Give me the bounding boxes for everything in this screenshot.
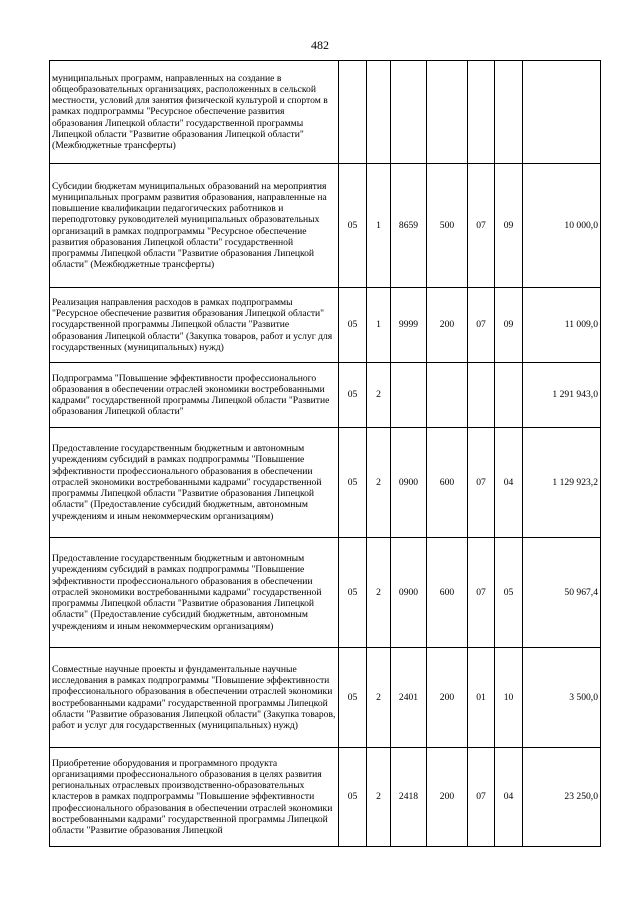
- code-cell: 05: [339, 538, 367, 648]
- amount-cell: 1 291 943,0: [523, 363, 601, 428]
- description-cell: Реализация направления расходов в рамках подпрограммы "Ресурсное обеспечение развития образования Липецкой области" государственной программы Липецкой области "Развитие образования Липецкой области" (Закупка товаров, работ и услуг для государственных (муниципальных) нужд): [50, 288, 339, 363]
- expense-type-cell: 500: [427, 164, 468, 288]
- description-cell: Предоставление государственным бюджетным и автономным учреждениям субсидий в рамках подпрограммы "Повышение эффективности профессионального образования в обеспечении отраслей экономики востребованными кадрами" государственной программы Липецкой области "Развитие образования Липецкой области" (Предоставление субсидий бюджетным, автономным учреждениям и иным некоммерческим организациям): [50, 428, 339, 538]
- table-row: [50, 61, 601, 164]
- target-item-cell: 9999: [391, 288, 427, 363]
- section-cell: [468, 363, 495, 428]
- expense-type-cell: [427, 363, 468, 428]
- subprogram-cell: 2: [367, 538, 391, 648]
- table-row: [50, 428, 601, 538]
- amount-cell: [523, 61, 601, 164]
- description-cell: Субсидии бюджетам муниципальных образований на мероприятия муниципальных программ развития образования, направленные на повышение квалификации педагогических работников и переподготовку руководителей муниципальных образовательных организаций в рамках подпрограммы "Ресурсное обеспечение развития образования Липецкой области" государственной программы Липецкой области "Развитие образования Липецкой области" (Межбюджетные трансферты): [50, 164, 339, 288]
- amount-cell: 1 129 923,2: [523, 428, 601, 538]
- subsection-cell: 04: [495, 748, 523, 847]
- table-row: [50, 748, 601, 847]
- code-cell: [339, 61, 367, 164]
- section-cell: [468, 61, 495, 164]
- amount-cell: 3 500,0: [523, 648, 601, 748]
- description-cell: Подпрограмма "Повышение эффективности профессионального образования в обеспечении отраслей экономики востребованными кадрами" государственной программы Липецкой области "Развитие образования Липецкой области": [50, 363, 339, 428]
- amount-cell: 10 000,0: [523, 164, 601, 288]
- amount-cell: 23 250,0: [523, 748, 601, 847]
- subsection-cell: 05: [495, 538, 523, 648]
- table-row: [50, 164, 601, 288]
- section-cell: 07: [468, 748, 495, 847]
- expense-type-cell: 600: [427, 538, 468, 648]
- page-number: 482: [311, 38, 329, 52]
- expense-type-cell: [427, 61, 468, 164]
- description-cell: муниципальных программ, направленных на создание в общеобразовательных организациях, расположенных в сельской местности, условий для занятия физической культурой и спортом в рамках подпрограммы "Ресурсное обеспечение развития образования Липецкой области" государственной программы Липецкой области "Развитие образования Липецкой области" (Межбюджетные трансферты): [50, 61, 339, 164]
- subprogram-cell: 1: [367, 288, 391, 363]
- table-row: [50, 363, 601, 428]
- subsection-cell: 04: [495, 428, 523, 538]
- subprogram-cell: [367, 61, 391, 164]
- subprogram-cell: 2: [367, 428, 391, 538]
- section-cell: 07: [468, 428, 495, 538]
- subsection-cell: [495, 363, 523, 428]
- target-item-cell: 0900: [391, 538, 427, 648]
- table-row: [50, 538, 601, 648]
- description-cell: Предоставление государственным бюджетным и автономным учреждениям субсидий в рамках подпрограммы "Повышение эффективности профессионального образования в обеспечении отраслей экономики востребованными кадрами" государственной программы Липецкой области "Развитие образования Липецкой области" (Предоставление субсидий бюджетным, автономным учреждениям и иным некоммерческим организациям): [50, 538, 339, 648]
- table-row: [50, 288, 601, 363]
- description-cell: Совместные научные проекты и фундаментальные научные исследования в рамках подпрограммы "Повышение эффективности профессионального образования в обеспечении отраслей экономики востребованными кадрами" государственной программы Липецкой области "Развитие образования Липецкой области" (Закупка товаров, работ и услуг для государственных (муниципальных) нужд): [50, 648, 339, 748]
- target-item-cell: 2401: [391, 648, 427, 748]
- section-cell: 07: [468, 164, 495, 288]
- subprogram-cell: 2: [367, 748, 391, 847]
- target-item-cell: 2418: [391, 748, 427, 847]
- target-item-cell: 0900: [391, 428, 427, 538]
- section-cell: 01: [468, 648, 495, 748]
- code-cell: 05: [339, 648, 367, 748]
- expense-type-cell: 200: [427, 648, 468, 748]
- expense-type-cell: 600: [427, 428, 468, 538]
- subprogram-cell: 1: [367, 164, 391, 288]
- section-cell: 07: [468, 538, 495, 648]
- subsection-cell: 09: [495, 164, 523, 288]
- target-item-cell: [391, 363, 427, 428]
- code-cell: 05: [339, 748, 367, 847]
- subsection-cell: 10: [495, 648, 523, 748]
- subsection-cell: [495, 61, 523, 164]
- code-cell: 05: [339, 363, 367, 428]
- target-item-cell: [391, 61, 427, 164]
- table-row: [50, 648, 601, 748]
- code-cell: 05: [339, 428, 367, 538]
- expense-type-cell: 200: [427, 748, 468, 847]
- code-cell: 05: [339, 164, 367, 288]
- subprogram-cell: 2: [367, 648, 391, 748]
- code-cell: 05: [339, 288, 367, 363]
- amount-cell: 11 009,0: [523, 288, 601, 363]
- budget-table: [49, 60, 601, 847]
- target-item-cell: 8659: [391, 164, 427, 288]
- description-cell: Приобретение оборудования и программного продукта организациями профессионального образования в целях развития региональных отраслевых производственно-образовательных кластеров в рамках подпрограммы "Повышение эффективности профессионального образования в обеспечении отраслей экономики востребованными кадрами" государственной программы Липецкой области "Развитие образования Липецкой: [50, 748, 339, 847]
- subprogram-cell: 2: [367, 363, 391, 428]
- expense-type-cell: 200: [427, 288, 468, 363]
- subsection-cell: 09: [495, 288, 523, 363]
- section-cell: 07: [468, 288, 495, 363]
- amount-cell: 50 967,4: [523, 538, 601, 648]
